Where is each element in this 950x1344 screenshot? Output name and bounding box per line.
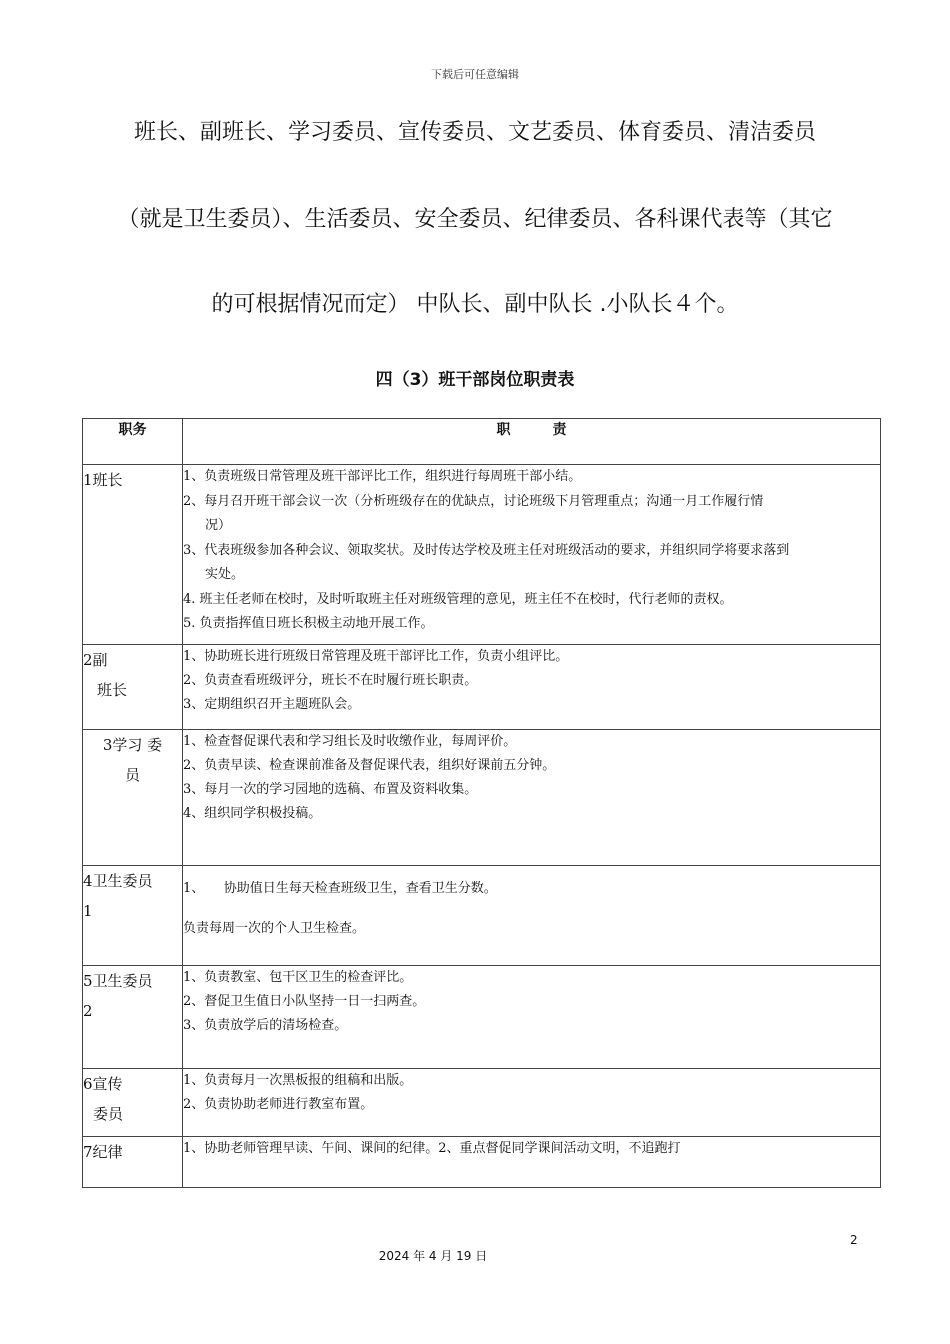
duty-item: 3、负责放学后的清场检查。	[183, 1018, 348, 1033]
table-row	[83, 966, 881, 1069]
duty-item: 1、检查督促课代表和学习组长及时收缴作业，每周评价。	[183, 734, 517, 749]
page-number: 2	[850, 1233, 858, 1247]
role-label-cont: 员	[124, 766, 140, 784]
duty-table	[82, 418, 881, 1188]
duty-item: 3、定期组织召开主题班队会。	[183, 697, 361, 712]
duties-cell	[183, 730, 881, 866]
role-label: 7纪律	[83, 1143, 123, 1161]
table-row	[83, 1069, 881, 1137]
duty-item: 1、负责每月一次黑板报的组稿和出版。	[183, 1073, 413, 1088]
intro-line-3: 的可根据情况而定） 中队长、副中队长 .小队长４个。	[211, 292, 739, 317]
role-cell	[83, 866, 183, 966]
role-label-cont: 1	[83, 902, 93, 920]
duty-item: 5. 负责指挥值日班长积极主动地开展工作。	[183, 616, 434, 631]
duties-cell	[183, 465, 881, 645]
table-row	[83, 866, 881, 966]
duties-cell	[183, 1137, 881, 1188]
role-cell	[83, 966, 183, 1069]
role-label: 5卫生委员	[83, 972, 153, 990]
duty-item: 实处。	[205, 567, 245, 582]
footer-date: 2024 年 4 月 19 日	[378, 1249, 488, 1263]
duty-item: 1、协助老师管理早读、午间、课间的纪律。2、重点督促同学课间活动文明，不追跑打	[183, 1141, 681, 1156]
role-label-cont: 班长	[97, 681, 128, 699]
duties-cell	[183, 1069, 881, 1137]
duty-item: 2、负责查看班级评分，班长不在时履行班长职责。	[183, 673, 478, 688]
duty-item: 1、负责班级日常管理及班干部评比工作，组织进行每周班干部小结。	[183, 469, 582, 484]
duty-item: 3、每月一次的学习园地的选稿、布置及资料收集。	[183, 782, 478, 797]
col-header-role: 职务	[83, 419, 183, 465]
header-note: 下载后可任意编辑	[431, 68, 519, 81]
duty-item: 2、每月召开班干部会议一次（分析班级存在的优缺点，讨论班级下月管理重点；沟通一月工作履行情	[183, 493, 764, 509]
intro-line-2: （就是卫生委员）、生活委员、安全委员、纪律委员、各科课代表等（其它	[117, 207, 833, 232]
duty-item: 1、协助班长进行班级日常管理及班干部评比工作，负责小组评比。	[183, 649, 569, 664]
duty-item: 负责每周一次的个人卫生检查。	[183, 921, 366, 936]
role-cell	[83, 730, 183, 866]
role-label: 4卫生委员	[83, 872, 153, 890]
table-row	[83, 1137, 881, 1188]
table-header-row	[83, 419, 881, 465]
role-label: 6宣传	[83, 1075, 123, 1093]
duty-item: 2、督促卫生值日小队坚持一日一扫两查。	[183, 994, 426, 1009]
table-row	[83, 645, 881, 730]
duties-cell	[183, 966, 881, 1069]
role-label: 3学习 委	[102, 736, 163, 754]
col-header-duties: 职 责	[183, 419, 881, 465]
role-label: 2副	[83, 651, 108, 669]
table-row	[83, 730, 881, 866]
table-row	[83, 465, 881, 645]
duty-item: 4. 班主任老师在校时，及时听取班主任对班级管理的意见，班主任不在校时，代行老师的责权。	[183, 591, 733, 607]
duty-item: 2、负责协助老师进行教室布置。	[183, 1097, 374, 1112]
duty-item: 2、负责早读、检查课前准备及督促课代表，组织好课前五分钟。	[183, 758, 556, 773]
duty-item: 3、代表班级参加各种会议、领取奖状。及时传达学校及班主任对班级活动的要求，并组织同学将要求落到	[183, 542, 790, 558]
role-label-cont: 委员	[93, 1105, 124, 1123]
intro-line-1: 班长、副班长、学习委员、宣传委员、文艺委员、体育委员、清洁委员	[133, 120, 816, 145]
table-title: 四（3）班干部岗位职责表	[375, 370, 575, 390]
duty-item: 1、负责教室、包干区卫生的检查评比。	[183, 970, 413, 985]
duties-cell	[183, 645, 881, 730]
role-cell	[83, 645, 183, 730]
role-cell	[83, 465, 183, 645]
duties-cell	[183, 866, 881, 966]
role-label-cont: 2	[83, 1002, 93, 1020]
role-cell	[83, 1069, 183, 1137]
duty-item: 1、 协助值日生每天检查班级卫生，查看卫生分数。	[183, 881, 497, 896]
role-label: 1班长	[83, 471, 123, 489]
duty-item: 4、组织同学积极投稿。	[183, 806, 322, 821]
role-cell	[83, 1137, 183, 1188]
duty-item: 况）	[205, 518, 232, 533]
